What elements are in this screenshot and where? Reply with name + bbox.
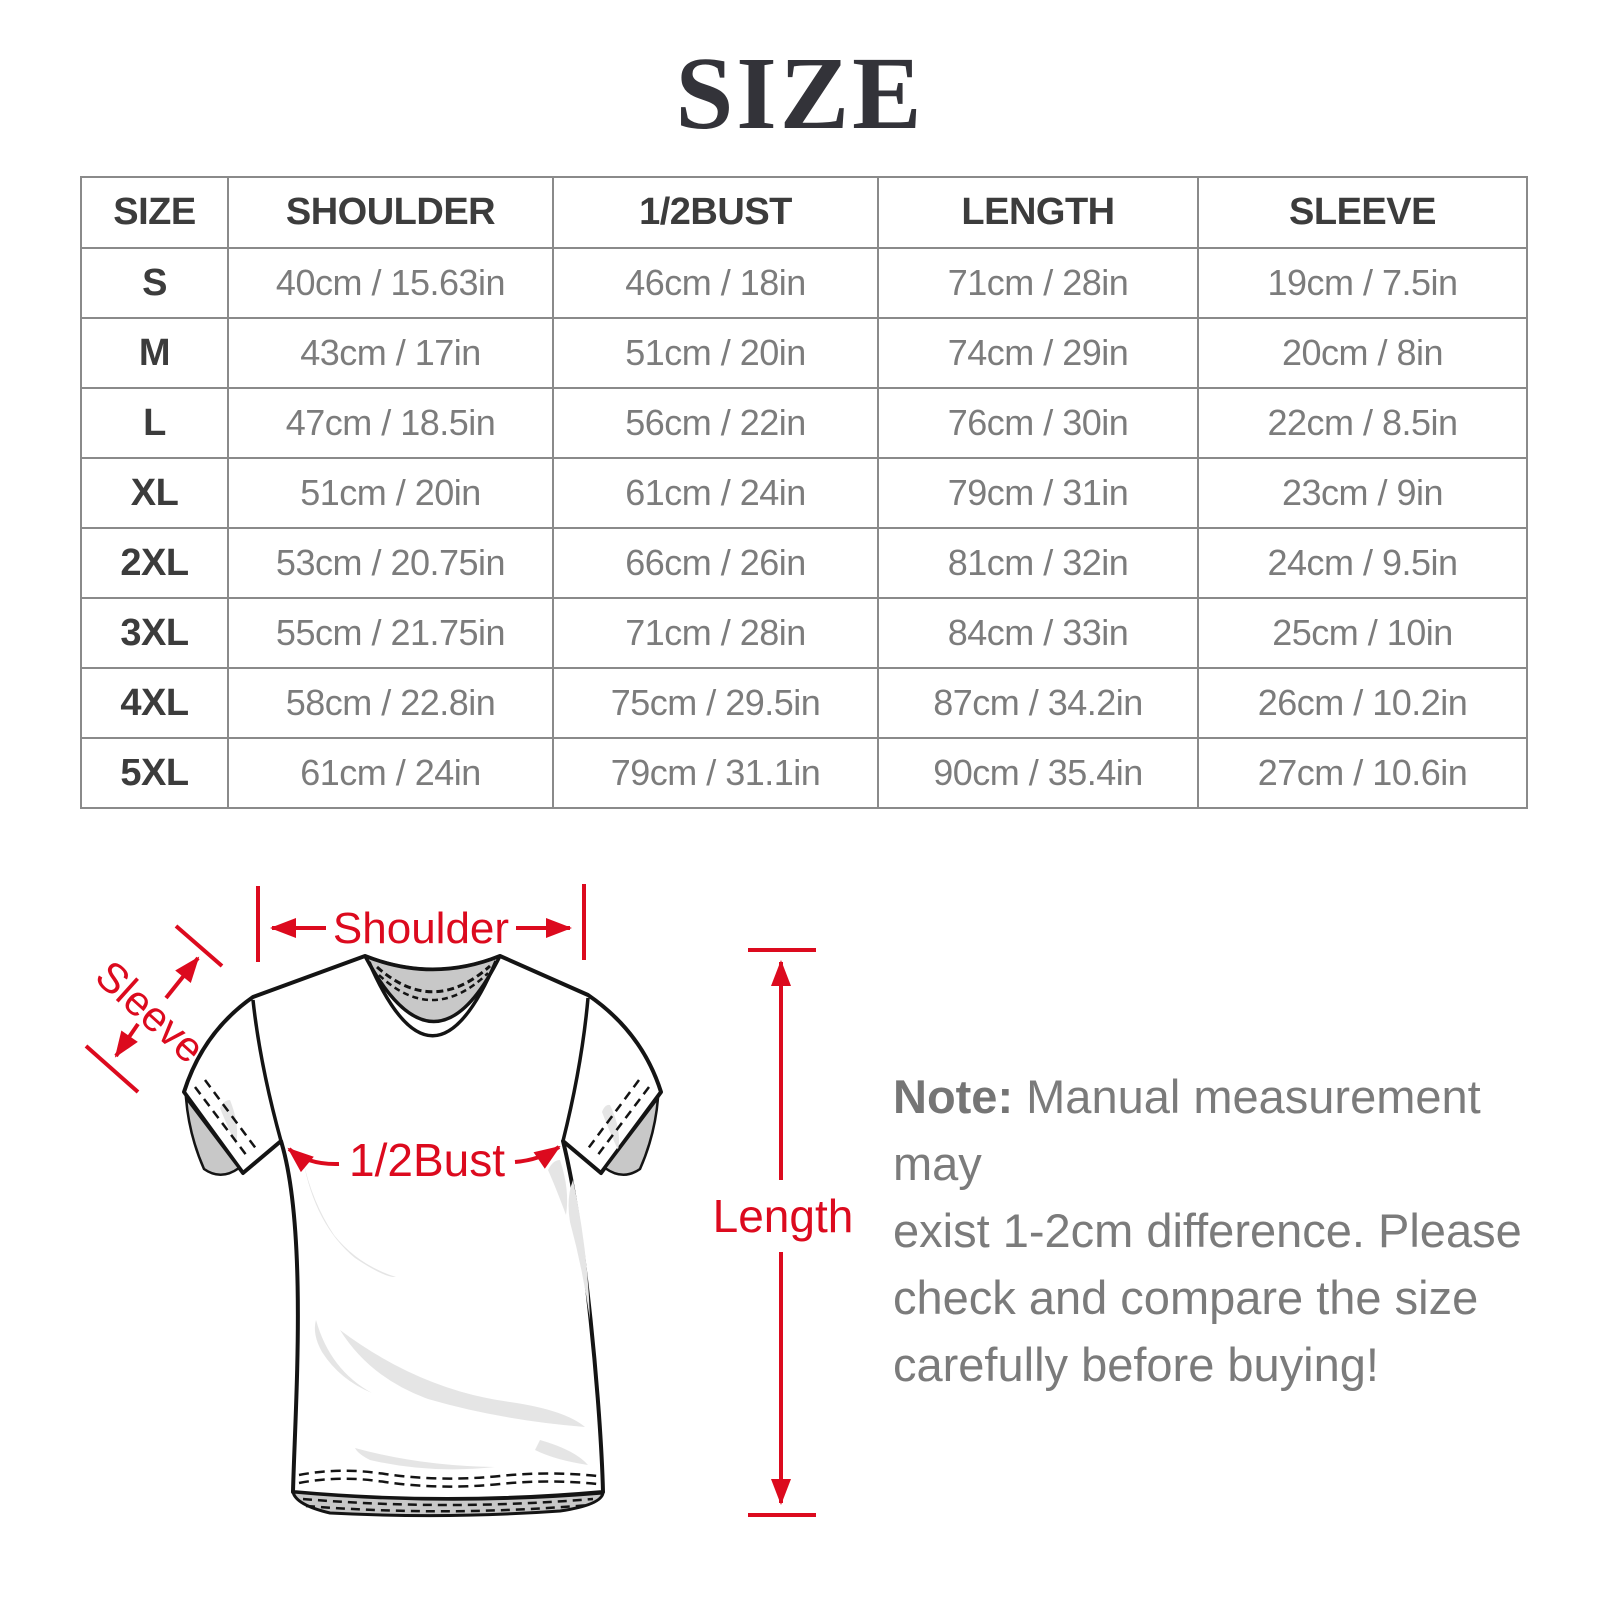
bust-cell: 61cm / 24in	[553, 458, 878, 528]
shoulder-cell: 40cm / 15.63in	[228, 248, 553, 318]
length-cell: 79cm / 31in	[878, 458, 1198, 528]
length-label: Length	[712, 1190, 854, 1242]
sleeve-cell: 27cm / 10.6in	[1198, 738, 1527, 808]
table-row	[81, 598, 1527, 668]
note-line: check and compare the size	[893, 1271, 1479, 1324]
sleeve-cell: 24cm / 9.5in	[1198, 528, 1527, 598]
shoulder-label: Shoulder	[332, 904, 510, 953]
size-cell: 4XL	[81, 668, 228, 738]
column-header-length: LENGTH	[878, 177, 1198, 248]
table-row	[81, 388, 1527, 458]
note-line: carefully before buying!	[893, 1338, 1379, 1391]
bust-label: 1/2Bust	[349, 1134, 505, 1186]
sleeve-cell: 26cm / 10.2in	[1198, 668, 1527, 738]
table-row	[81, 528, 1527, 598]
length-cell: 74cm / 29in	[878, 318, 1198, 388]
note-prefix: Note:	[893, 1070, 1014, 1123]
shoulder-cell: 61cm / 24in	[228, 738, 553, 808]
size-cell: 3XL	[81, 598, 228, 668]
bust-cell: 71cm / 28in	[553, 598, 878, 668]
note-text	[893, 1063, 1553, 1398]
size-cell: M	[81, 318, 228, 388]
table-row	[81, 318, 1527, 388]
tshirt-graphic	[184, 956, 661, 1516]
column-header-bust: 1/2BUST	[553, 177, 878, 248]
sleeve-cell: 20cm / 8in	[1198, 318, 1527, 388]
size-table	[80, 176, 1528, 809]
bust-cell: 79cm / 31.1in	[553, 738, 878, 808]
bust-cell: 56cm / 22in	[553, 388, 878, 458]
shoulder-cell: 43cm / 17in	[228, 318, 553, 388]
length-cell: 84cm / 33in	[878, 598, 1198, 668]
shoulder-cell: 47cm / 18.5in	[228, 388, 553, 458]
size-cell: S	[81, 248, 228, 318]
table-row	[81, 668, 1527, 738]
shoulder-cell: 58cm / 22.8in	[228, 668, 553, 738]
bust-cell: 66cm / 26in	[553, 528, 878, 598]
bust-cell: 75cm / 29.5in	[553, 668, 878, 738]
shoulder-cell: 55cm / 21.75in	[228, 598, 553, 668]
table-row	[81, 458, 1527, 528]
bust-cell: 46cm / 18in	[553, 248, 878, 318]
sleeve-cell: 23cm / 9in	[1198, 458, 1527, 528]
table-row	[81, 738, 1527, 808]
sleeve-cell: 25cm / 10in	[1198, 598, 1527, 668]
size-cell: 2XL	[81, 528, 228, 598]
length-cell: 71cm / 28in	[878, 248, 1198, 318]
column-header-shoulder: SHOULDER	[228, 177, 553, 248]
shoulder-cell: 53cm / 20.75in	[228, 528, 553, 598]
note-line	[893, 1063, 1553, 1197]
sleeve-cell: 19cm / 7.5in	[1198, 248, 1527, 318]
table-header-row	[81, 177, 1527, 248]
length-cell: 87cm / 34.2in	[878, 668, 1198, 738]
size-cell: 5XL	[81, 738, 228, 808]
note-line1: Manual measurement may	[893, 1070, 1481, 1190]
note-line: exist 1-2cm difference. Please	[893, 1204, 1522, 1257]
table-row	[81, 248, 1527, 318]
shoulder-cell: 51cm / 20in	[228, 458, 553, 528]
size-cell: L	[81, 388, 228, 458]
page-title: SIZE	[675, 36, 925, 151]
bust-cell: 51cm / 20in	[553, 318, 878, 388]
length-cell: 81cm / 32in	[878, 528, 1198, 598]
column-header-size: SIZE	[81, 177, 228, 248]
length-cell: 76cm / 30in	[878, 388, 1198, 458]
sleeve-cell: 22cm / 8.5in	[1198, 388, 1527, 458]
column-header-sleeve: SLEEVE	[1198, 177, 1527, 248]
length-cell: 90cm / 35.4in	[878, 738, 1198, 808]
size-cell: XL	[81, 458, 228, 528]
sleeve-label: Sleeve	[86, 951, 214, 1073]
